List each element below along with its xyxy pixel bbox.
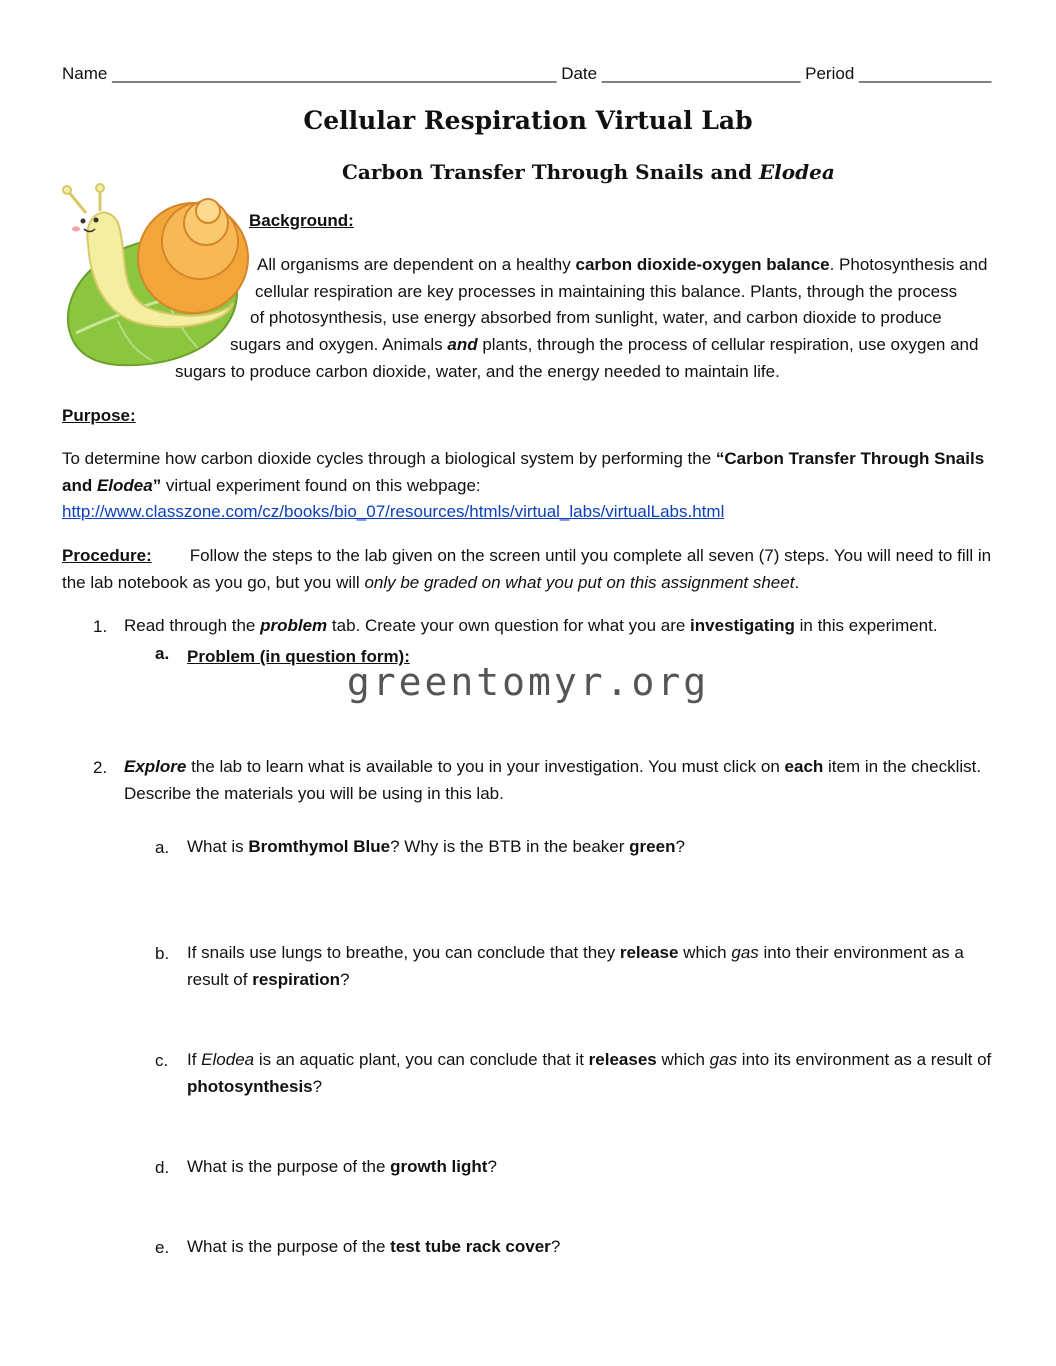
qc-t2: Elodea (201, 1050, 255, 1069)
qb-t5: into their environment as a result of (187, 943, 964, 989)
qc-t4: releases (588, 1050, 657, 1069)
s1-t5: in this experiment. (794, 616, 938, 635)
s1-t4: investigating (690, 616, 795, 635)
procedure-heading: Procedure: (62, 546, 152, 565)
step-2-text (124, 754, 994, 807)
question-b (187, 940, 997, 993)
qb-t6: respiration (252, 969, 341, 989)
qa-t3: ? Why is the BTB in the beaker (390, 837, 630, 856)
step-1-text (124, 613, 994, 640)
name-label: Name (62, 64, 108, 83)
purpose-t2: “Carbon Transfer Through Snails and (62, 449, 985, 495)
bg-bold: carbon dioxide-oxygen balance (575, 255, 830, 274)
purpose-t3: Elodea (96, 475, 153, 495)
date-label: Date (561, 64, 598, 83)
header-fields (62, 64, 992, 84)
qd-t1: What is the purpose of the (187, 1157, 391, 1176)
question-a (187, 834, 997, 861)
background-line-4 (230, 335, 978, 355)
question-e (187, 1234, 997, 1261)
background-line-5: sugars to produce carbon dioxide, water, and the energy needed to maintain life. (175, 362, 780, 381)
qc-t5: which (656, 1050, 710, 1069)
purpose-t4: ” (152, 475, 162, 495)
purpose-t5: virtual experiment found on this webpage: (161, 475, 481, 495)
qa-t4: green (629, 837, 676, 856)
s2-t4: item in the checklist. Describe the materials you will be using in this lab. (124, 757, 982, 803)
question-e-letter: e. (155, 1238, 170, 1257)
qb-t3: which (678, 943, 732, 962)
qc-t9: ? (312, 1076, 323, 1096)
background-line-1 (257, 255, 987, 275)
qe-t3: ? (550, 1237, 561, 1256)
bg-text: plants, through the process of cellular respiration, use oxygen and (477, 335, 979, 354)
lab-link[interactable]: http://www.classzone.com/cz/books/bio_07/resources/htmls/virtual_labs/virtualLabs.html (62, 502, 725, 521)
qb-t2: release (619, 943, 679, 962)
step-2-number: 2. (93, 758, 108, 777)
procedure-t2: only be graded on what you put on this assignment sheet (364, 572, 795, 592)
purpose-heading: Purpose: (62, 406, 136, 425)
date-blank[interactable]: _____________________ (601, 64, 801, 83)
background-line-3: of photosynthesis, use energy absorbed from sunlight, water, and carbon dioxide to produce (250, 308, 942, 327)
subtitle-main: Carbon Transfer Through Snails and (342, 160, 759, 184)
s1-t3: tab. Create your own question for what you are (327, 616, 691, 635)
s1-t1: Read through the (124, 616, 261, 635)
qd-t3: ? (487, 1157, 497, 1176)
snail-illustration (58, 183, 250, 368)
qa-t2: Bromthymol Blue (248, 837, 391, 856)
period-label: Period (805, 64, 855, 83)
qc-t8: photosynthesis (187, 1076, 313, 1096)
qc-t7: into its environment as a result of (737, 1050, 992, 1069)
bg-text: sugars and oxygen. Animals (230, 335, 448, 354)
question-a-letter: a. (155, 838, 170, 857)
procedure-text (62, 543, 1002, 596)
qc-t3: is an aquatic plant, you can conclude that it (254, 1050, 589, 1069)
name-blank[interactable]: _______________________________________________ (112, 64, 557, 83)
procedure-t1: Follow the steps to the lab given on the screen until you complete all seven (7) steps. You will need to fill in the lab notebook as you go, but you will (62, 546, 992, 592)
problem-label: Problem (in question form): (187, 647, 410, 666)
s2-t1: Explore (124, 757, 187, 776)
step-1-number: 1. (93, 617, 108, 636)
page-subtitle (342, 160, 835, 184)
s1-t2: problem (260, 616, 328, 635)
purpose-text (62, 446, 1002, 526)
step-1a-letter: a. (155, 644, 170, 663)
bg-text: All organisms are dependent on a healthy (257, 255, 576, 274)
qe-t2: test tube rack cover (390, 1237, 551, 1256)
question-d (187, 1154, 997, 1181)
bg-text: . Photosynthesis and (829, 255, 988, 274)
question-d-letter: d. (155, 1158, 170, 1177)
bg-emph: and (447, 335, 478, 354)
page-title: Cellular Respiration Virtual Lab (303, 106, 753, 135)
question-c (187, 1047, 997, 1100)
question-b-letter: b. (155, 944, 170, 963)
s2-t3: each (784, 757, 824, 776)
qb-t1: If snails use lungs to breathe, you can conclude that they (187, 943, 620, 962)
background-heading: Background: (249, 211, 354, 230)
qa-t1: What is (187, 837, 249, 856)
qc-t6: gas (709, 1050, 738, 1069)
background-line-2: cellular respiration are key processes in maintaining this balance. Plants, through the process (255, 282, 958, 301)
qd-t2: growth light (390, 1157, 488, 1176)
qb-t7: ? (340, 969, 350, 989)
period-blank[interactable]: ______________ (859, 64, 992, 83)
qe-t1: What is the purpose of the (187, 1237, 391, 1256)
subtitle-italic: Elodea (758, 160, 835, 184)
procedure-t3: . (794, 572, 800, 592)
question-c-letter: c. (155, 1051, 169, 1070)
qa-t5: ? (675, 837, 685, 856)
qc-t1: If (187, 1050, 202, 1069)
s2-t2: the lab to learn what is available to you in your investigation. You must click on (186, 757, 785, 776)
qb-t4: gas (731, 943, 759, 962)
watermark: greentomyr.org (346, 660, 710, 704)
purpose-t1: To determine how carbon dioxide cycles through a biological system by performing the (62, 449, 716, 468)
